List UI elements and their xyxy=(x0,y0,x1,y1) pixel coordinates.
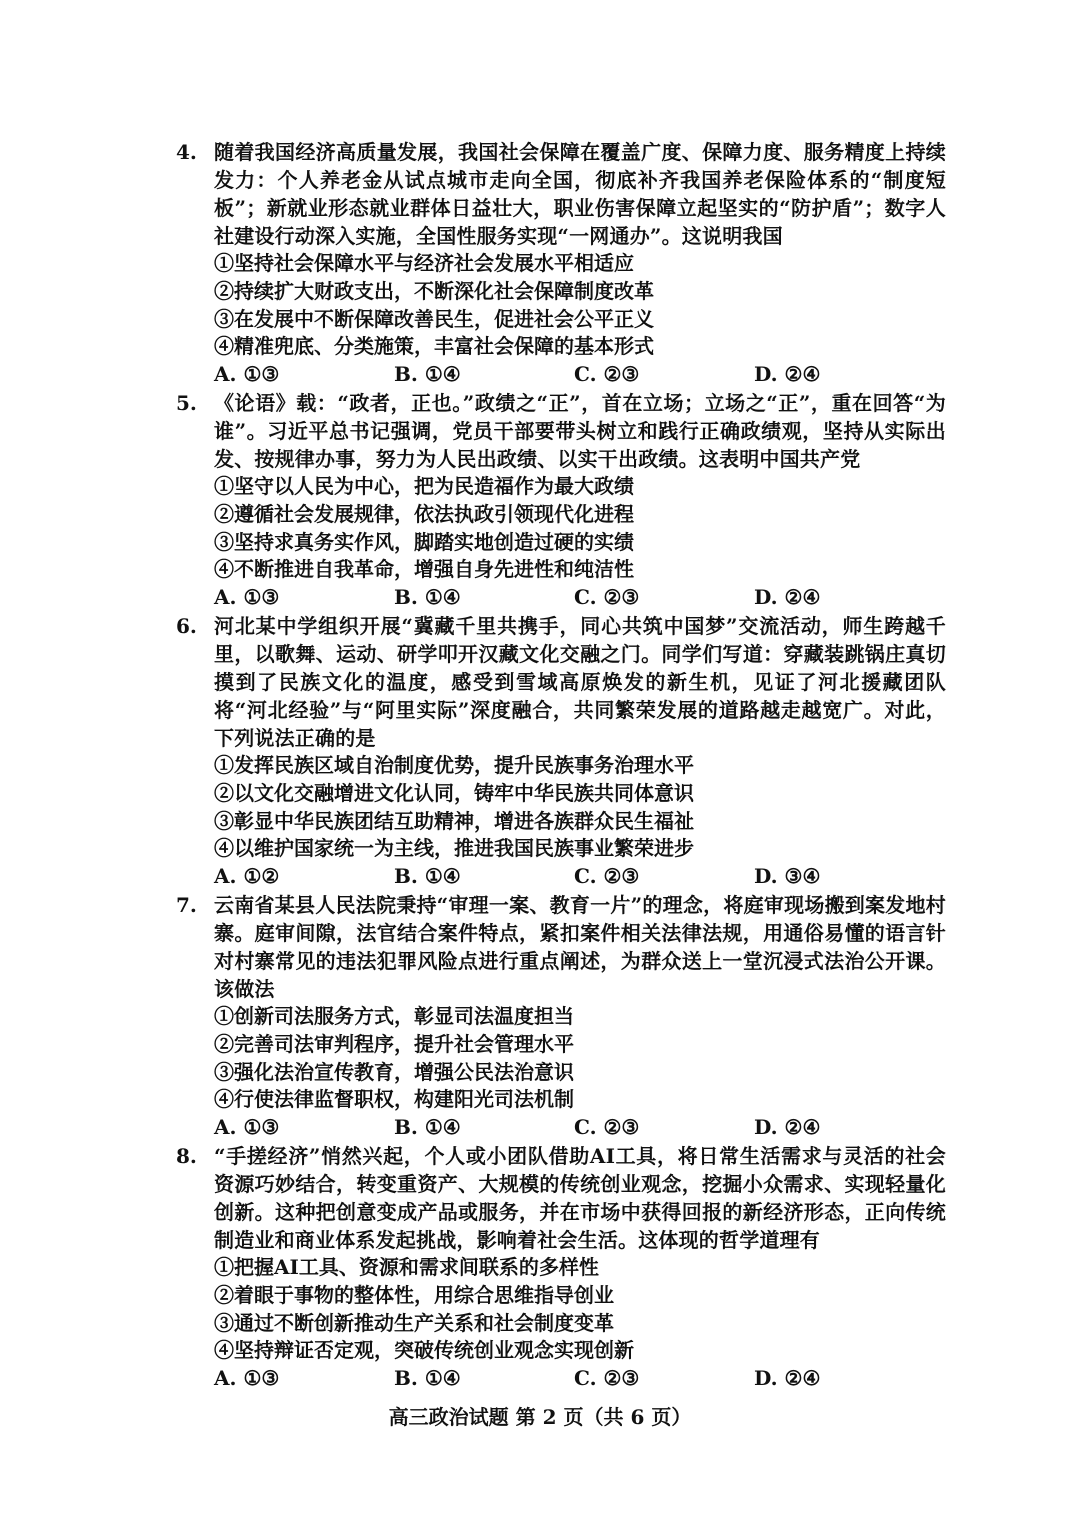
question-stem: “手搓经济”悄然兴起，个人或小团队借助AI工具，将日常生活需求与灵活的社会资源巧妙结合，转变重资产、大规模的传统创业观念，挖掘小众需求、实现轻量化创新。这种把创意变成产品或服务，并在市场中获得回报的新经济形态，正向传统制造业和商业体系发起挑战，影响着社会生活。这体现的哲学道理有 xyxy=(214,1143,946,1252)
statement-option: ①坚持社会保障水平与经济社会发展水平相适应 xyxy=(214,251,634,275)
answer-choices xyxy=(214,1114,946,1142)
page-footer: 高三政治试题 第 2 页（共 6 页） xyxy=(388,1405,692,1429)
statement-option: ④坚持辩证否定观，突破传统创业观念实现创新 xyxy=(214,1338,634,1363)
statement-option: ①创新司法服务方式，彰显司法温度担当 xyxy=(214,1003,574,1028)
statement-option: ④行使法律监督职权，构建阳光司法机制 xyxy=(214,1087,574,1112)
answer-choice-b: B. ①④ xyxy=(394,864,461,889)
question-number: 5. xyxy=(176,390,197,415)
answer-choice-c: C. ②③ xyxy=(574,864,640,889)
answer-choice-b: B. ①④ xyxy=(394,362,461,387)
question-5 xyxy=(176,389,946,612)
question-stem: 《论语》载：“政者，正也。”政绩之“正”，首在立场；立场之“正”，重在回答“为谁”。习近平总书记强调，党员干部要带头树立和践行正确政绩观，坚持从实际出发、按规律办事，努力为人民出政绩、以实干出政绩。这表明中国共产党 xyxy=(214,390,946,471)
answer-choice-d: D. ②④ xyxy=(754,1366,821,1391)
statement-option: ①把握AI工具、资源和需求间联系的多样性 xyxy=(214,1254,599,1279)
answer-choice-d: D. ②④ xyxy=(754,585,821,610)
answer-choice-a: A. ①③ xyxy=(214,1366,280,1391)
statement-option: ③通过不断创新推动生产关系和社会制度变革 xyxy=(214,1310,614,1335)
answer-choice-c: C. ②③ xyxy=(574,1366,640,1391)
answer-choice-c: C. ②③ xyxy=(574,585,640,610)
statement-option: ②着眼于事物的整体性，用综合思维指导创业 xyxy=(214,1282,614,1307)
statement-option: ②完善司法审判程序，提升社会管理水平 xyxy=(214,1031,574,1056)
question-number: 8. xyxy=(176,1143,197,1168)
answer-choice-a: A. ①③ xyxy=(214,1115,280,1140)
answer-choices xyxy=(214,361,946,389)
answer-choices xyxy=(214,584,946,612)
answer-choices xyxy=(214,1365,946,1393)
question-8 xyxy=(176,1142,946,1393)
answer-choice-c: C. ②③ xyxy=(574,362,640,387)
answer-choice-a: A. ①② xyxy=(214,864,280,889)
statement-option: ②持续扩大财政支出，不断深化社会保障制度改革 xyxy=(214,278,654,303)
question-stem: 河北某中学组织开展“冀藏千里共携手，同心共筑中国梦”交流活动，师生跨越千里，以歌舞、运动、研学叩开汉藏文化交融之门。同学们写道：穿藏装跳锅庄真切摸到了民族文化的温度，感受到雪域高原焕发的新生机，见证了河北援藏团队将“河北经验”与“阿里实际”深度融合，共同繁荣发展的道路越走越宽广。对此，下列说法正确的是 xyxy=(214,613,946,750)
answer-choice-b: B. ①④ xyxy=(394,1115,461,1140)
answer-choice-a: A. ①③ xyxy=(214,362,280,387)
statement-option: ③坚持求真务实作风，脚踏实地创造过硬的实绩 xyxy=(214,529,634,554)
answer-choice-d: D. ②④ xyxy=(754,362,821,387)
statement-option: ③在发展中不断保障改善民生，促进社会公平正义 xyxy=(214,306,654,331)
answer-choice-d: D. ②④ xyxy=(754,1115,821,1140)
answer-choices xyxy=(214,863,946,891)
statement-option: ③强化法治宣传教育，增强公民法治意识 xyxy=(214,1059,574,1084)
answer-choice-c: C. ②③ xyxy=(574,1115,640,1140)
question-stem: 云南省某县人民法院秉持“审理一案、教育一片”的理念，将庭审现场搬到案发地村寨。庭审间隙，法官结合案件特点，紧扣案件相关法律法规，用通俗易懂的语言针对村寨常见的违法犯罪风险点进行重点阐述，为群众送上一堂沉浸式法治公开课。该做法 xyxy=(214,892,946,1001)
answer-choice-a: A. ①③ xyxy=(214,585,280,610)
question-number: 4. xyxy=(176,140,197,164)
question-number: 6. xyxy=(176,613,197,638)
statement-option: ④精准兜底、分类施策，丰富社会保障的基本形式 xyxy=(214,334,654,359)
answer-choice-d: D. ③④ xyxy=(754,864,821,889)
statement-option: ④不断推进自我革命，增强自身先进性和纯洁性 xyxy=(214,557,634,582)
statement-option: ③彰显中华民族团结互助精神，增进各族群众民生福祉 xyxy=(214,808,694,833)
question-list xyxy=(176,138,946,1393)
question-stem: 随着我国经济高质量发展，我国社会保障在覆盖广度、保障力度、服务精度上持续发力：个人养老金从试点城市走向全国，彻底补齐我国养老保险体系的“制度短板”；新就业形态就业群体日益壮大，职业伤害保障立起坚实的“防护盾”；数字人社建设行动深入实施，全国性服务实现“一网通办”。这说明我国 xyxy=(214,140,946,248)
statement-option: ①坚守以人民为中心，把为民造福作为最大政绩 xyxy=(214,473,634,498)
statement-option: ①发挥民族区域自治制度优势，提升民族事务治理水平 xyxy=(214,752,694,777)
answer-choice-b: B. ①④ xyxy=(394,585,461,610)
statement-option: ④以维护国家统一为主线，推进我国民族事业繁荣进步 xyxy=(214,836,694,861)
question-7 xyxy=(176,891,946,1142)
question-6 xyxy=(176,612,946,891)
statement-option: ②遵循社会发展规律，依法执政引领现代化进程 xyxy=(214,501,634,526)
statement-option: ②以文化交融增进文化认同，铸牢中华民族共同体意识 xyxy=(214,780,694,805)
question-4 xyxy=(176,138,946,389)
question-number: 7. xyxy=(176,892,197,917)
answer-choice-b: B. ①④ xyxy=(394,1366,461,1391)
